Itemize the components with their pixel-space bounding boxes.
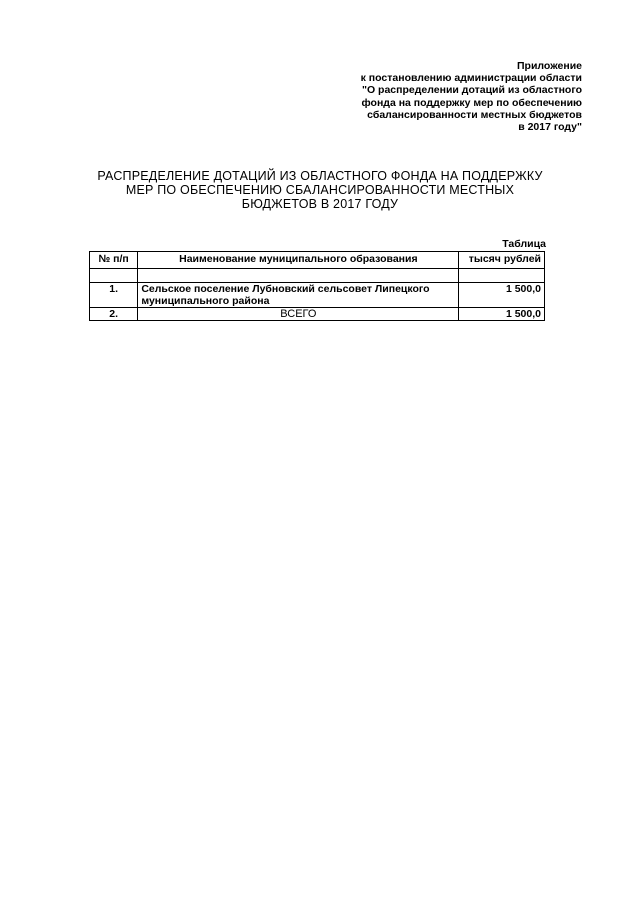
row-num: 2. — [90, 308, 138, 321]
row-amount: 1 500,0 — [459, 308, 545, 321]
document-title — [60, 169, 580, 211]
header-name: Наименование муниципального образования — [138, 252, 459, 269]
appendix-line: к постановлению администрации области — [360, 72, 582, 85]
appendix-line: в 2017 году" — [518, 121, 582, 134]
row-name-line: муниципального района — [141, 295, 270, 307]
spacer-cell — [138, 269, 459, 283]
table-row — [90, 283, 545, 308]
appendix-line: фонда на поддержку мер по обеспечению — [361, 96, 582, 109]
spacer-cell — [90, 269, 138, 283]
table-row-total — [90, 308, 545, 321]
title-line: РАСПРЕДЕЛЕНИЕ ДОТАЦИЙ ИЗ ОБЛАСТНОГО ФОНДА НА ПОДДЕРЖКУ — [97, 169, 543, 183]
table-spacer-row — [90, 269, 545, 283]
table-label: Таблица — [502, 238, 546, 250]
spacer-cell — [459, 269, 545, 283]
title-line: МЕР ПО ОБЕСПЕЧЕНИЮ СБАЛАНСИРОВАННОСТИ МЕСТНЫХ — [125, 183, 515, 197]
row-name: ВСЕГО — [138, 308, 459, 321]
distribution-table — [89, 251, 545, 321]
row-name-line: Сельское поселение Лубновский сельсовет Липецкого — [141, 283, 430, 295]
table-header-row — [90, 252, 545, 269]
appendix-line: сбалансированности местных бюджетов — [367, 108, 582, 121]
appendix-line: "О распределении дотаций из областного — [361, 84, 582, 97]
header-num: № п/п — [90, 252, 138, 269]
row-num: 1. — [90, 283, 138, 308]
appendix-line: Приложение — [516, 60, 582, 72]
row-name — [138, 283, 459, 308]
title-line: БЮДЖЕТОВ В 2017 ГОДУ — [241, 197, 399, 211]
appendix-block — [262, 60, 582, 133]
header-amount: тысяч рублей — [459, 252, 545, 269]
row-amount: 1 500,0 — [459, 283, 545, 308]
